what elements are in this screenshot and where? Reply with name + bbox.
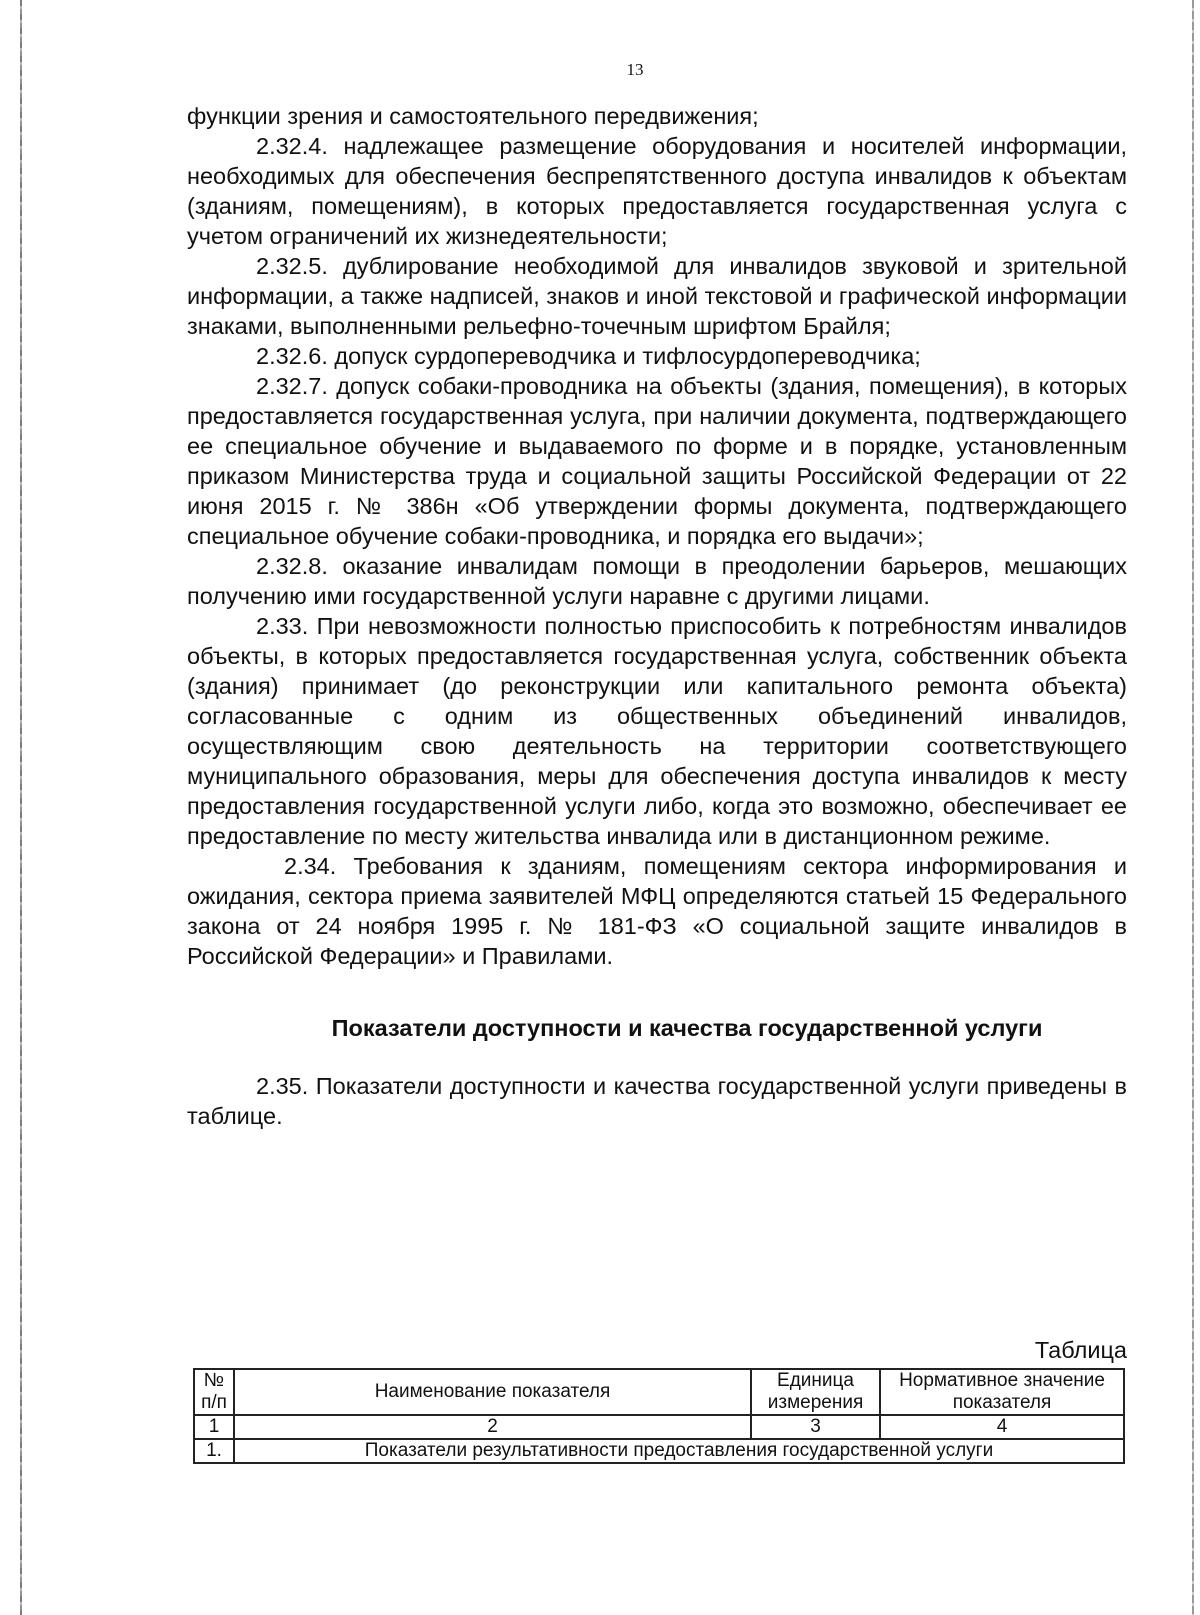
scan-edge-right [1192, 0, 1194, 1615]
header-number: № п/п [194, 1369, 234, 1415]
column-number-cell: 3 [751, 1415, 880, 1439]
document-body [187, 101, 1127, 1131]
column-number-cell: 1 [194, 1415, 234, 1439]
column-number-cell: 4 [880, 1415, 1124, 1439]
paragraph-2-32-7: 2.32.7. допуск собаки-проводника на объекты (здания, помещения), в которых предоставляется государственная услуга, при наличии документа, подтверждающего ее специальное обучение и выдаваемого по форме и в порядке, установленным приказом Министерства труда и социальной защиты Российской Федерации от 22 июня 2015 г. № 386н «Об утверждении формы документа, подтверждающего специальное обучение собаки-проводника, и порядка его выдачи»; [187, 373, 1127, 549]
paragraph-2-33: 2.33. При невозможности полностью приспособить к потребностям инвалидов объекты, в которых предоставляется государственная услуга, собственник объекта (здания) принимает (до реконструкции или капитального ремонта объекта) согласованные с одним из общественных объединений инвалидов, осуществляющим свою деятельность на территории соответствующего муниципального образования, меры для обеспечения доступа инвалидов к месту предоставления государственной услуги либо, когда это возможно, обеспечивает ее предоставление по месту жительства инвалида или в дистанционном режиме. [187, 613, 1127, 849]
indicators-table [193, 1368, 1125, 1464]
paragraph-2-32-6: 2.32.6. допуск сурдопереводчика и тифлосурдопереводчика; [256, 343, 921, 369]
column-number-row [194, 1415, 1124, 1439]
section-heading: Показатели доступности и качества государственной услуги [331, 1015, 1043, 1041]
paragraph-continuation: функции зрения и самостоятельного передвижения; [187, 103, 759, 129]
group-row-number: 1. [194, 1439, 234, 1463]
scan-edge-left [20, 0, 22, 1615]
paragraph-2-35: 2.35. Показатели доступности и качества государственной услуги приведены в таблице. [187, 1073, 1127, 1129]
header-unit: Единица измерения [751, 1369, 880, 1415]
paragraph-2-34: 2.34. Требования к зданиям, помещениям сектора информирования и ожидания, сектора приема заявителей МФЦ определяются статьей 15 Федерального закона от 24 ноября 1995 г. № 181-ФЗ «О социальной защите инвалидов в Российской Федерации» и Правилами. [187, 853, 1127, 969]
header-name: Наименование показателя [234, 1369, 751, 1415]
group-row-title: Показатели результативности предоставления государственной услуги [234, 1439, 1124, 1463]
table-caption: Таблица [1034, 1337, 1127, 1363]
paragraph-2-32-8: 2.32.8. оказание инвалидам помощи в преодолении барьеров, мешающих получению ими государственной услуги наравне с другими лицами. [187, 553, 1127, 609]
table-header-row [194, 1369, 1124, 1415]
table-row [194, 1439, 1124, 1463]
column-number-cell: 2 [234, 1415, 751, 1439]
header-norm: Нормативное значение показателя [880, 1369, 1124, 1415]
page-number: 13 [626, 60, 644, 79]
paragraph-2-32-4: 2.32.4. надлежащее размещение оборудования и носителей информации, необходимых для обеспечения беспрепятственного доступа инвалидов к объектам (зданиям, помещениям), в которых предоставляется государственная услуга с учетом ограничений их жизнедеятельности; [187, 133, 1127, 249]
paragraph-2-32-5: 2.32.5. дублирование необходимой для инвалидов звуковой и зрительной информации, а также надписей, знаков и иной текстовой и графической информации знаками, выполненными рельефно-точечным шрифтом Брайля; [187, 253, 1127, 339]
